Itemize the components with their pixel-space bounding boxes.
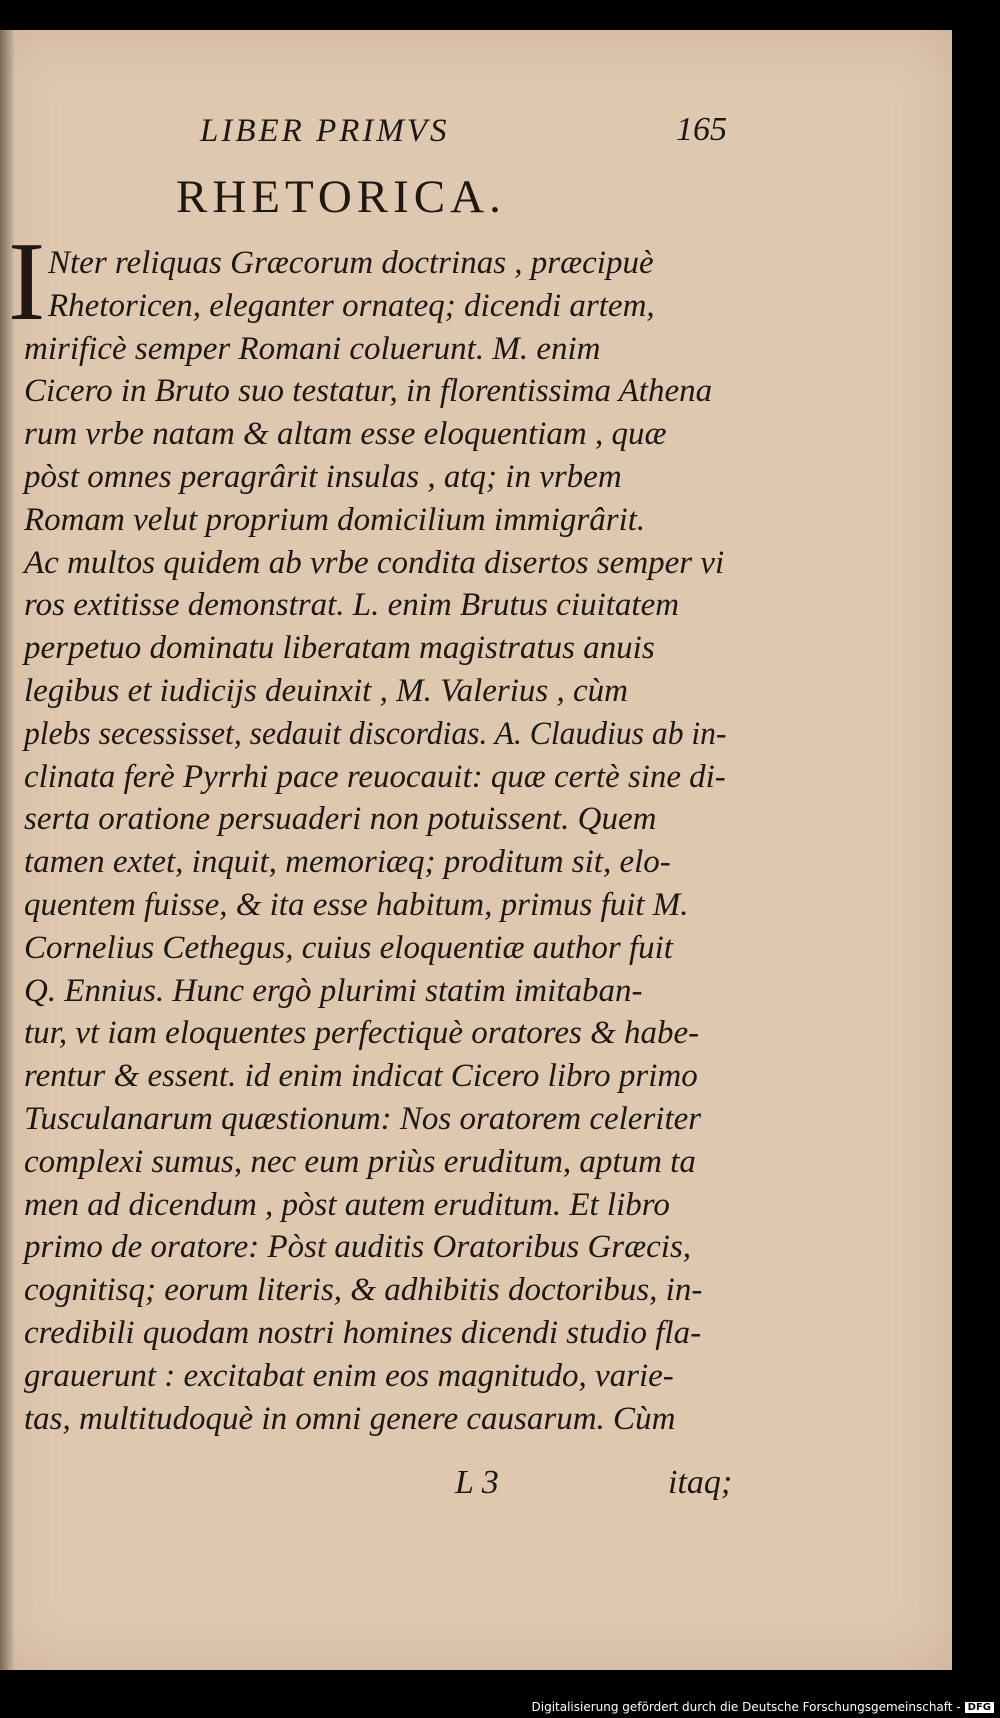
text-line: grauerunt : excitabat enim eos magnitudo, varie- <box>24 1357 674 1394</box>
text-line: Cornelius Cethegus, cuius eloquentiæ author fuit <box>24 929 673 966</box>
text-line: Rhetoricen, eleganter ornateq; dicendi artem, <box>48 287 655 324</box>
text-line: mirificè semper Romani coluerunt. M. enim <box>24 330 601 367</box>
section-title: RHETORICA. <box>176 171 506 223</box>
text-line: perpetuo dominatu liberatam magistratus anuis <box>24 630 655 667</box>
text-line: tamen extet, inquit, memoriæq; proditum sit, elo- <box>24 844 671 881</box>
text-line: rentur & essent. id enim indicat Cicero libro primo <box>24 1058 698 1095</box>
text-line: Q. Ennius. Hunc ergò plurimi statim imitaban- <box>24 972 643 1009</box>
text-line: Tusculanarum quæstionum: Nos oratorem celeriter <box>24 1101 702 1137</box>
text-line: pòst omnes peragrârit insulas , atq; in vrbem <box>24 459 622 495</box>
running-head: LIBER PRIMVS <box>200 113 450 149</box>
text-line: legibus et iudicijs deuinxit , M. Valerius , cùm <box>24 673 628 709</box>
text-line: serta oratione persuaderi non potuissent. Quem <box>24 801 657 838</box>
catchword: itaq; <box>668 1464 733 1501</box>
dfg-logo: DFG <box>965 1702 994 1713</box>
text-line: quentem fuisse, & ita esse habitum, primus fuit M. <box>24 887 689 923</box>
digitization-credit <box>532 1700 995 1714</box>
text-line: credibili quodam nostri homines dicendi studio fla- <box>24 1315 702 1351</box>
signature-mark: L 3 <box>455 1464 499 1501</box>
drop-initial: I <box>8 220 46 344</box>
text-line: Romam velut proprium domicilium immigrârit. <box>24 501 646 538</box>
text-line: Ac multos quidem ab vrbe condita disertos semper vi <box>24 544 725 581</box>
text-line: Cicero in Bruto suo testatur, in florentissima Athena <box>24 373 713 410</box>
text-line: clinata ferè Pyrrhi pace reuocauit: quæ certè sine di- <box>24 758 726 795</box>
text-line: plebs secessisset, sedauit discordias. A. Claudius ab in- <box>24 715 727 752</box>
text-line: Nter reliquas Græcorum doctrinas , præcipuè <box>48 245 654 281</box>
text-line: men ad dicendum , pòst autem eruditum. Et libro <box>24 1186 670 1223</box>
credit-text: Digitalisierung gefördert durch die Deutsche Forschungsgemeinschaft - <box>531 1700 961 1714</box>
text-line: rum vrbe natam & altam esse eloquentiam , quæ <box>24 416 667 453</box>
text-line: tur, vt iam eloquentes perfectiquè oratores & habe- <box>24 1015 700 1052</box>
text-line: complexi sumus, nec eum priùs eruditum, aptum ta <box>24 1143 696 1180</box>
text-line: tas, multitudoquè in omni genere causarum. Cùm <box>24 1400 676 1437</box>
page-number: 165 <box>676 111 727 148</box>
text-line: primo de oratore: Pòst auditis Oratoribus Græcis, <box>24 1229 692 1266</box>
text-line: ros extitisse demonstrat. L. enim Brutus ciuitatem <box>24 587 680 624</box>
text-line: cognitisq; eorum literis, & adhibitis doctoribus, in- <box>24 1272 703 1309</box>
